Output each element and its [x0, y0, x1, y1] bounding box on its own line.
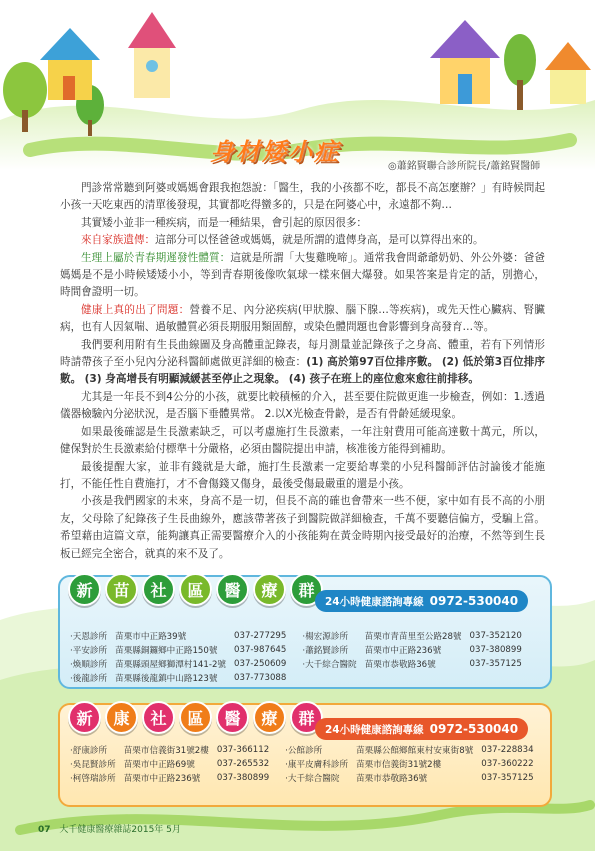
paragraph: 最後提醒大家，並非有錢就是大爺，施打生長激素一定要給專業的小兒科醫師評估討論後才能施打，不能任性自費施打，才不會傷錢又傷身，最後受傷最嚴重的還是小孩。	[60, 460, 545, 490]
clinic-address: 苗栗市恭敬路36號	[364, 660, 436, 670]
clinic-address: 苗栗縣頭屋鄉獅潭村141-2號	[115, 660, 227, 670]
paragraph: 門診常常聽到阿婆或媽媽會跟我抱怨說：「醫生，我的小孩都不吃，都長不高怎麼辦？」有時候問起小孩一天吃東西的清單後發現，其實都吃得蠻多的，只是在阿婆心中，永遠都不夠…	[60, 182, 545, 212]
clinic-name: ‧吳昆賢診所	[70, 760, 116, 770]
banner-char: 新	[68, 701, 101, 734]
clinic-address: 苗栗縣後龍鎮中山路123號	[115, 674, 218, 684]
banner-char: 區	[179, 701, 212, 734]
clinic-name: ‧公館診所	[285, 746, 323, 756]
clinic-phone: 037-380899	[469, 645, 522, 655]
clinic-phone: 037-228834	[481, 745, 534, 755]
criterion: (3) 身高增長有明顯減緩甚至停止之現象。	[84, 373, 286, 386]
clinic-row	[66, 643, 526, 657]
paragraph	[60, 302, 545, 337]
paragraph: 小孩是我們國家的未來，身高不是一切，但長不高的確也會帶來一些不便，家中如有長不高的小朋友，父母除了紀錄孩子生長曲線外，應該帶著孩子到醫院做詳細檢查，千萬不要聽信偏方，受騙上當。希望藉由這篇文章，能夠讓真正需要醫療介入的小孩能夠在黃金時期內接受最好的治療，不然等到生長板已經完全密合，就真的來不及了。	[60, 495, 545, 560]
article-body	[60, 180, 545, 563]
page-footer	[38, 822, 181, 835]
paragraph	[60, 232, 545, 249]
banner-char: 醫	[216, 701, 249, 734]
clinic-address: 苗栗市中正路39號	[115, 632, 187, 642]
clinic-table	[66, 743, 538, 785]
clinic-name: ‧大千綜合醫院	[302, 660, 357, 670]
criterion: (2) 低於第3百位排序數。	[60, 356, 546, 386]
banner-char: 群	[290, 573, 323, 606]
clinic-row	[66, 671, 526, 685]
clinic-name: ‧蕭銘賢診所	[302, 646, 349, 656]
clinic-phone: 037-357125	[481, 773, 534, 783]
criterion: (4) 孩子在班上的座位愈來愈往前排移。	[288, 373, 480, 386]
clinic-table	[66, 629, 526, 685]
hotline-label: 24小時健康諮詢專線	[325, 595, 424, 608]
clinic-name: ‧大千綜合醫院	[285, 774, 340, 784]
banner-char: 醫	[216, 573, 249, 606]
magazine-issue: 大千健康醫療雜誌2015年 5月	[59, 825, 181, 835]
article-title-container	[210, 132, 340, 167]
clinic-phone: 037-987645	[234, 645, 287, 655]
clinic-group-banner	[68, 573, 327, 606]
hotline-badge	[315, 590, 528, 612]
clinic-phone: 037-773088	[234, 673, 287, 683]
clinic-phone: 037-265532	[216, 759, 270, 769]
cause-label: 健康上真的出了問題：	[81, 303, 190, 316]
clinic-row	[66, 629, 526, 643]
banner-char: 群	[290, 701, 323, 734]
clinic-row	[66, 771, 538, 785]
clinic-phone: 037-357125	[469, 659, 522, 669]
clinic-phone: 037-380899	[216, 773, 270, 783]
clinic-address: 苗栗市信義街31號2樓	[356, 760, 442, 770]
clinic-row	[66, 657, 526, 671]
hotline-number: 0972-530040	[429, 722, 519, 736]
article-byline: ◎蕭銘賢聯合診所院長/蕭銘賢醫師	[388, 161, 541, 172]
clinic-address: 苗栗市中正路236號	[123, 774, 201, 784]
clinic-address: 苗栗市中正路69號	[123, 760, 195, 770]
clinic-name: ‧柯啓瑞診所	[70, 774, 116, 784]
clinic-name: ‧舒康診所	[70, 746, 108, 756]
cause-label: 來自家族遺傳：	[81, 234, 156, 247]
clinic-row	[66, 757, 538, 771]
clinic-name: ‧後龍診所	[70, 674, 108, 684]
clinic-name: ‧天恩診所	[70, 632, 108, 642]
clinic-group-xinmiao	[58, 575, 552, 689]
clinic-address: 苗栗市中正路236號	[364, 646, 442, 656]
clinic-address: 苗栗市信義街31號2樓	[123, 746, 209, 756]
banner-char: 社	[142, 701, 175, 734]
clinic-name	[290, 671, 360, 685]
clinic-group-banner	[68, 701, 327, 734]
clinic-phone: 037-366112	[216, 745, 270, 755]
paragraph: 尤其是一年長不到4公分的小孩，就要比較積極的介入，甚至要住院做更進一步檢查，例如：1.透過儀器檢驗內分泌狀況，是否腦下垂體異常。 2.以X光檢查骨齡，是否有骨齡延緩現象。	[60, 390, 545, 421]
banner-char: 療	[253, 573, 286, 606]
criterion: (1) 高於第97百位排序數。	[306, 356, 439, 369]
criteria-intro: 我們要利用附有生長曲線圖及身高體重記錄表，每月測量並記錄孩子之身高、體重，若有下列情形時請帶孩子至小兒內分泌科醫師處做更詳細的檢查：	[60, 338, 545, 369]
banner-char: 康	[105, 701, 138, 734]
banner-char: 區	[179, 573, 212, 606]
cause-label: 生理上屬於青春期遲發性體質：	[81, 251, 231, 264]
clinic-address: 苗栗市恭敬路36號	[356, 774, 428, 784]
banner-char: 新	[68, 573, 101, 606]
clinic-address: 苗栗縣銅鑼鄉中正路150號	[115, 646, 218, 656]
clinic-phone: 037-277295	[234, 631, 287, 641]
clinic-phone	[466, 671, 526, 685]
hotline-label: 24小時健康諮詢專線	[325, 723, 424, 736]
banner-char: 療	[253, 701, 286, 734]
banner-char: 苗	[105, 573, 138, 606]
cause-text: 這部分可以怪爸爸或媽媽，就是所謂的遺傳身高，是可以算得出來的。	[155, 234, 484, 247]
paragraph	[60, 250, 545, 302]
clinic-group-xinkang	[58, 703, 552, 807]
clinic-phone: 037-352120	[469, 631, 522, 641]
paragraph: 如果最後確認是生長激素缺乏，可以考慮施打生長激素，一年注射費用可能高達數十萬元，所以，健保對於生長激素給付標準十分嚴格，必須由醫院提出申請，核准後方能得到補助。	[60, 425, 545, 456]
paragraph: 其實矮小並非一種疾病，而是一種結果，會引起的原因很多：	[81, 216, 368, 229]
clinic-name: ‧康平皮膚科診所	[285, 760, 349, 770]
clinic-address: 苗栗縣公館鄉館東村安東街8號	[356, 746, 474, 756]
clinic-name: ‧平安診所	[70, 646, 108, 656]
clinic-name: ‧楊宏源診所	[302, 632, 349, 642]
banner-char: 社	[142, 573, 175, 606]
hotline-badge	[315, 718, 528, 740]
clinic-row	[66, 743, 538, 757]
clinic-phone: 037-250609	[234, 659, 287, 669]
clinic-address	[361, 671, 466, 685]
article-title: 身材矮小症	[210, 138, 340, 166]
hotline-number: 0972-530040	[429, 594, 519, 608]
clinic-name: ‧煥順診所	[70, 660, 108, 670]
cause-text: 這就是所謂「大隻雞晚啼」。通常我會問爺爺奶奶、外公外婆：爸爸媽媽是不是小時候矮矮小小，等到青春期後像吹氣球一樣來個大爆發。如果答案是肯定的話，別擔心，時間會證明一切。	[60, 251, 546, 299]
clinic-address: 苗栗市青苗里至公路28號	[364, 632, 462, 642]
cause-text: 營養不足、內分泌疾病(甲狀腺、腦下腺…等疾病)，或先天性心臟病、腎臟病，也有人因氣喘、過敏體質必須長期服用類固醇，或染色體問題也會影響到身高發育…等。	[60, 303, 546, 334]
paragraph	[60, 337, 545, 389]
clinic-phone: 037-360222	[481, 759, 534, 769]
page-number: 07	[38, 825, 51, 835]
